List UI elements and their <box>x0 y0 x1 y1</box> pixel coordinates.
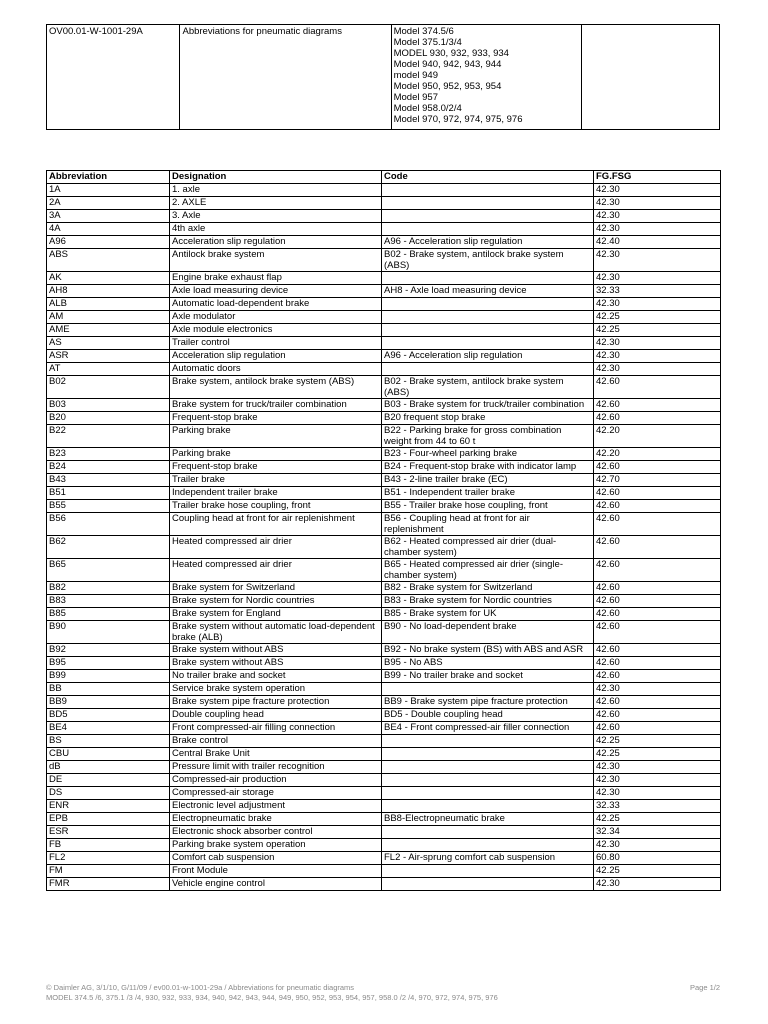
code-cell: B43 - 2-line trailer brake (EC) <box>382 474 594 487</box>
code-cell: B22 - Parking brake for gross combination weight from 44 to 60 t <box>382 425 594 448</box>
designation-cell: 2. AXLE <box>170 197 382 210</box>
abbreviation-cell: B43 <box>47 474 170 487</box>
code-cell <box>382 272 594 285</box>
designation-cell: Acceleration slip regulation <box>170 236 382 249</box>
doc-title: Abbreviations for pneumatic diagrams <box>180 25 391 130</box>
code-cell: B56 - Coupling head at front for air replenishment <box>382 513 594 536</box>
col-header-abbreviation: Abbreviation <box>47 171 170 184</box>
table-row <box>47 878 721 891</box>
designation-cell: Parking brake system operation <box>170 839 382 852</box>
abbreviation-cell: FM <box>47 865 170 878</box>
model-line: model 949 <box>393 70 438 81</box>
table-row <box>47 800 721 813</box>
table-row <box>47 513 721 536</box>
designation-cell: Vehicle engine control <box>170 878 382 891</box>
code-cell <box>382 197 594 210</box>
code-cell <box>382 839 594 852</box>
designation-cell: Double coupling head <box>170 709 382 722</box>
model-line: Model 375.1/3/4 <box>393 37 462 48</box>
designation-cell: Acceleration slip regulation <box>170 350 382 363</box>
fg-fsg-cell: 42.60 <box>594 513 721 536</box>
abbreviation-cell: BB9 <box>47 696 170 709</box>
table-row <box>47 657 721 670</box>
abbreviation-cell: 4A <box>47 223 170 236</box>
designation-cell: Brake system, antilock brake system (ABS) <box>170 376 382 399</box>
table-row <box>47 696 721 709</box>
fg-fsg-cell: 42.25 <box>594 324 721 337</box>
page-number: Page 1/2 <box>689 983 720 992</box>
fg-fsg-cell: 42.60 <box>594 696 721 709</box>
designation-cell: Frequent-stop brake <box>170 412 382 425</box>
fg-fsg-cell: 32.34 <box>594 826 721 839</box>
code-cell <box>382 223 594 236</box>
col-header-designation: Designation <box>170 171 382 184</box>
abbreviation-cell: B03 <box>47 399 170 412</box>
abbreviation-cell: B20 <box>47 412 170 425</box>
code-cell <box>382 337 594 350</box>
fg-fsg-cell: 42.30 <box>594 298 721 311</box>
table-row <box>47 474 721 487</box>
fg-fsg-cell: 42.20 <box>594 448 721 461</box>
document-header-table <box>46 24 720 130</box>
code-cell <box>382 878 594 891</box>
fg-fsg-cell: 42.60 <box>594 412 721 425</box>
fg-fsg-cell: 42.30 <box>594 839 721 852</box>
fg-fsg-cell: 42.30 <box>594 363 721 376</box>
fg-fsg-cell: 42.30 <box>594 272 721 285</box>
table-row <box>47 813 721 826</box>
col-header-fg-fsg: FG.FSG <box>594 171 721 184</box>
table-row <box>47 608 721 621</box>
model-line: Model 958.0/2/4 <box>393 103 462 114</box>
table-row <box>47 500 721 513</box>
table-row <box>47 787 721 800</box>
footer-copyright: © Daimler AG, 3/1/10, G/11/09 / ev00.01-w-1001-29a / Abbreviations for pneumatic diagrams <box>46 983 355 992</box>
doc-id: OV00.01-W-1001-29A <box>47 25 180 130</box>
designation-cell: Antilock brake system <box>170 249 382 272</box>
table-row <box>47 399 721 412</box>
fg-fsg-cell: 42.30 <box>594 761 721 774</box>
fg-fsg-cell: 42.60 <box>594 487 721 500</box>
table-row <box>47 852 721 865</box>
abbreviation-cell: FL2 <box>47 852 170 865</box>
fg-fsg-cell: 42.60 <box>594 709 721 722</box>
abbreviation-cell: BE4 <box>47 722 170 735</box>
code-cell: B03 - Brake system for truck/trailer combination <box>382 399 594 412</box>
designation-cell: Brake control <box>170 735 382 748</box>
abbreviation-cell: B82 <box>47 582 170 595</box>
model-list <box>391 25 581 130</box>
table-row <box>47 376 721 399</box>
table-row <box>47 595 721 608</box>
code-cell: B65 - Heated compressed air drier (single-chamber system) <box>382 559 594 582</box>
code-cell: B20 frequent stop brake <box>382 412 594 425</box>
code-cell <box>382 800 594 813</box>
code-cell <box>382 865 594 878</box>
designation-cell: Pressure limit with trailer recognition <box>170 761 382 774</box>
table-row <box>47 425 721 448</box>
abbreviation-cell: CBU <box>47 748 170 761</box>
empty-cell <box>581 25 719 130</box>
table-row <box>47 826 721 839</box>
table-row <box>47 363 721 376</box>
abbreviation-cell: AME <box>47 324 170 337</box>
table-row <box>47 621 721 644</box>
fg-fsg-cell: 42.60 <box>594 399 721 412</box>
abbreviation-cell: BB <box>47 683 170 696</box>
fg-fsg-cell: 42.40 <box>594 236 721 249</box>
designation-cell: Compressed-air production <box>170 774 382 787</box>
fg-fsg-cell: 42.60 <box>594 461 721 474</box>
abbreviation-cell: B55 <box>47 500 170 513</box>
fg-fsg-cell: 42.60 <box>594 644 721 657</box>
code-cell: BD5 - Double coupling head <box>382 709 594 722</box>
designation-cell: Brake system pipe fracture protection <box>170 696 382 709</box>
fg-fsg-cell: 42.30 <box>594 223 721 236</box>
abbreviation-cell: B56 <box>47 513 170 536</box>
designation-cell: Automatic doors <box>170 363 382 376</box>
abbreviation-cell: 1A <box>47 184 170 197</box>
code-cell: B23 - Four-wheel parking brake <box>382 448 594 461</box>
abbreviation-cell: B02 <box>47 376 170 399</box>
code-cell <box>382 363 594 376</box>
model-line: Model 950, 952, 953, 954 <box>393 81 502 92</box>
designation-cell: Independent trailer brake <box>170 487 382 500</box>
designation-cell: Service brake system operation <box>170 683 382 696</box>
table-row <box>47 249 721 272</box>
abbreviation-cell: B65 <box>47 559 170 582</box>
abbreviation-cell: B62 <box>47 536 170 559</box>
code-cell: AH8 - Axle load measuring device <box>382 285 594 298</box>
fg-fsg-cell: 42.60 <box>594 376 721 399</box>
fg-fsg-cell: 42.30 <box>594 350 721 363</box>
fg-fsg-cell: 42.30 <box>594 249 721 272</box>
fg-fsg-cell: 42.60 <box>594 657 721 670</box>
table-row <box>47 324 721 337</box>
fg-fsg-cell: 60.80 <box>594 852 721 865</box>
fg-fsg-cell: 32.33 <box>594 800 721 813</box>
abbreviation-cell: ESR <box>47 826 170 839</box>
abbreviation-cell: ABS <box>47 249 170 272</box>
designation-cell: Brake system for truck/trailer combination <box>170 399 382 412</box>
abbreviation-cell: DE <box>47 774 170 787</box>
abbreviation-cell: EPB <box>47 813 170 826</box>
fg-fsg-cell: 42.25 <box>594 865 721 878</box>
table-row <box>47 735 721 748</box>
abbreviation-cell: FMR <box>47 878 170 891</box>
model-line: Model 957 <box>393 92 438 103</box>
fg-fsg-cell: 42.30 <box>594 878 721 891</box>
abbreviation-cell: B99 <box>47 670 170 683</box>
abbreviation-cell: FB <box>47 839 170 852</box>
table-row <box>47 448 721 461</box>
designation-cell: Frequent-stop brake <box>170 461 382 474</box>
abbreviation-cell: A96 <box>47 236 170 249</box>
fg-fsg-cell: 42.30 <box>594 787 721 800</box>
table-row <box>47 536 721 559</box>
abbreviation-cell: ALB <box>47 298 170 311</box>
table-row <box>47 210 721 223</box>
designation-cell: Engine brake exhaust flap <box>170 272 382 285</box>
code-cell: B62 - Heated compressed air drier (dual-chamber system) <box>382 536 594 559</box>
designation-cell: Heated compressed air drier <box>170 559 382 582</box>
code-cell: B90 - No load-dependent brake <box>382 621 594 644</box>
fg-fsg-cell: 42.70 <box>594 474 721 487</box>
designation-cell: Comfort cab suspension <box>170 852 382 865</box>
fg-fsg-cell: 32.33 <box>594 285 721 298</box>
table-row <box>47 748 721 761</box>
table-row <box>47 559 721 582</box>
code-cell <box>382 735 594 748</box>
model-line: Model 940, 942, 943, 944 <box>393 59 502 70</box>
fg-fsg-cell: 42.60 <box>594 722 721 735</box>
designation-cell: Axle module electronics <box>170 324 382 337</box>
abbreviation-cell: B95 <box>47 657 170 670</box>
designation-cell: Brake system for England <box>170 608 382 621</box>
code-cell: B83 - Brake system for Nordic countries <box>382 595 594 608</box>
code-cell <box>382 298 594 311</box>
designation-cell: Brake system for Nordic countries <box>170 595 382 608</box>
designation-cell: Front Module <box>170 865 382 878</box>
abbreviation-cell: AT <box>47 363 170 376</box>
designation-cell: Central Brake Unit <box>170 748 382 761</box>
fg-fsg-cell: 42.30 <box>594 210 721 223</box>
table-row <box>47 670 721 683</box>
code-cell <box>382 184 594 197</box>
code-cell <box>382 774 594 787</box>
code-cell: BB8-Electropneumatic brake <box>382 813 594 826</box>
designation-cell: Brake system for Switzerland <box>170 582 382 595</box>
code-cell <box>382 826 594 839</box>
code-cell <box>382 210 594 223</box>
designation-cell: Trailer brake hose coupling, front <box>170 500 382 513</box>
abbreviation-cell: DS <box>47 787 170 800</box>
fg-fsg-cell: 42.20 <box>594 425 721 448</box>
fg-fsg-cell: 42.60 <box>594 595 721 608</box>
designation-cell: 4th axle <box>170 223 382 236</box>
designation-cell: Brake system without ABS <box>170 657 382 670</box>
abbreviation-cell: AH8 <box>47 285 170 298</box>
table-row <box>47 236 721 249</box>
code-cell <box>382 311 594 324</box>
table-row <box>47 644 721 657</box>
abbreviation-cell: B24 <box>47 461 170 474</box>
designation-cell: Axle modulator <box>170 311 382 324</box>
abbreviations-table <box>46 170 721 891</box>
designation-cell: 3. Axle <box>170 210 382 223</box>
fg-fsg-cell: 42.60 <box>594 536 721 559</box>
table-row <box>47 184 721 197</box>
table-row <box>47 223 721 236</box>
abbreviation-cell: B22 <box>47 425 170 448</box>
table-row <box>47 722 721 735</box>
code-cell: A96 - Acceleration slip regulation <box>382 236 594 249</box>
fg-fsg-cell: 42.30 <box>594 683 721 696</box>
fg-fsg-cell: 42.30 <box>594 774 721 787</box>
designation-cell: Trailer brake <box>170 474 382 487</box>
abbreviation-cell: ASR <box>47 350 170 363</box>
code-cell: B92 - No brake system (BS) with ABS and ASR <box>382 644 594 657</box>
abbreviation-cell: B90 <box>47 621 170 644</box>
designation-cell: Compressed-air storage <box>170 787 382 800</box>
fg-fsg-cell: 42.60 <box>594 621 721 644</box>
abbreviation-cell: BD5 <box>47 709 170 722</box>
designation-cell: Brake system without ABS <box>170 644 382 657</box>
fg-fsg-cell: 42.60 <box>594 670 721 683</box>
code-cell: B95 - No ABS <box>382 657 594 670</box>
table-row <box>47 761 721 774</box>
fg-fsg-cell: 42.25 <box>594 735 721 748</box>
fg-fsg-cell: 42.25 <box>594 813 721 826</box>
table-row <box>47 709 721 722</box>
fg-fsg-cell: 42.60 <box>594 500 721 513</box>
code-cell: FL2 - Air-sprung comfort cab suspension <box>382 852 594 865</box>
table-row <box>47 839 721 852</box>
designation-cell: No trailer brake and socket <box>170 670 382 683</box>
fg-fsg-cell: 42.25 <box>594 311 721 324</box>
abbreviation-cell: B85 <box>47 608 170 621</box>
designation-cell: Coupling head at front for air replenishment <box>170 513 382 536</box>
abbreviation-cell: B92 <box>47 644 170 657</box>
abbreviation-cell: 2A <box>47 197 170 210</box>
designation-cell: Front compressed-air filling connection <box>170 722 382 735</box>
code-cell <box>382 761 594 774</box>
table-row <box>47 683 721 696</box>
code-cell: B99 - No trailer brake and socket <box>382 670 594 683</box>
fg-fsg-cell: 42.30 <box>594 337 721 350</box>
designation-cell: Parking brake <box>170 425 382 448</box>
code-cell <box>382 748 594 761</box>
designation-cell: Electronic shock absorber control <box>170 826 382 839</box>
abbreviation-cell: dB <box>47 761 170 774</box>
abbreviation-cell: AS <box>47 337 170 350</box>
fg-fsg-cell: 42.60 <box>594 608 721 621</box>
table-row <box>47 487 721 500</box>
fg-fsg-cell: 42.25 <box>594 748 721 761</box>
designation-cell: Trailer control <box>170 337 382 350</box>
abbreviation-cell: ENR <box>47 800 170 813</box>
abbreviation-cell: AK <box>47 272 170 285</box>
abbreviation-cell: BS <box>47 735 170 748</box>
model-line: MODEL 930, 932, 933, 934 <box>393 48 509 59</box>
designation-cell: Parking brake <box>170 448 382 461</box>
abbreviation-cell: 3A <box>47 210 170 223</box>
abbreviation-cell: B51 <box>47 487 170 500</box>
code-cell <box>382 324 594 337</box>
model-line: Model 374.5/6 <box>393 26 454 37</box>
col-header-code: Code <box>382 171 594 184</box>
designation-cell: Heated compressed air drier <box>170 536 382 559</box>
code-cell: B82 - Brake system for Switzerland <box>382 582 594 595</box>
table-row <box>47 197 721 210</box>
designation-cell: 1. axle <box>170 184 382 197</box>
table-row <box>47 350 721 363</box>
code-cell: B02 - Brake system, antilock brake system (ABS) <box>382 376 594 399</box>
table-row <box>47 461 721 474</box>
table-row <box>47 298 721 311</box>
table-row <box>47 774 721 787</box>
designation-cell: Automatic load-dependent brake <box>170 298 382 311</box>
abbreviation-cell: B83 <box>47 595 170 608</box>
code-cell: BB9 - Brake system pipe fracture protection <box>382 696 594 709</box>
fg-fsg-cell: 42.60 <box>594 582 721 595</box>
fg-fsg-cell: 42.30 <box>594 197 721 210</box>
abbreviation-cell: B23 <box>47 448 170 461</box>
designation-cell: Electronic level adjustment <box>170 800 382 813</box>
table-header-row <box>47 171 721 184</box>
code-cell: BE4 - Front compressed-air filler connection <box>382 722 594 735</box>
model-line: Model 970, 972, 974, 975, 976 <box>393 114 523 125</box>
table-row <box>47 582 721 595</box>
code-cell: B51 - Independent trailer brake <box>382 487 594 500</box>
code-cell <box>382 787 594 800</box>
table-row <box>47 337 721 350</box>
designation-cell: Axle load measuring device <box>170 285 382 298</box>
code-cell: A96 - Acceleration slip regulation <box>382 350 594 363</box>
abbreviation-cell: AM <box>47 311 170 324</box>
page-footer <box>46 983 720 1003</box>
code-cell: B24 - Frequent-stop brake with indicator lamp <box>382 461 594 474</box>
fg-fsg-cell: 42.30 <box>594 184 721 197</box>
code-cell <box>382 683 594 696</box>
code-cell: B02 - Brake system, antilock brake system (ABS) <box>382 249 594 272</box>
code-cell: B55 - Trailer brake hose coupling, front <box>382 500 594 513</box>
code-cell: B85 - Brake system for UK <box>382 608 594 621</box>
table-row <box>47 412 721 425</box>
designation-cell: Brake system without automatic load-dependent brake (ALB) <box>170 621 382 644</box>
table-row <box>47 285 721 298</box>
table-row <box>47 311 721 324</box>
footer-models: MODEL 374.5 /6, 375.1 /3 /4, 930, 932, 933, 934, 940, 942, 943, 944, 949, 950, 952, 953, 954, 957, 958.0 /2 /4, 970, 972, 974, 975, 976 <box>46 993 498 1002</box>
table-row <box>47 865 721 878</box>
fg-fsg-cell: 42.60 <box>594 559 721 582</box>
table-row <box>47 272 721 285</box>
designation-cell: Electropneumatic brake <box>170 813 382 826</box>
